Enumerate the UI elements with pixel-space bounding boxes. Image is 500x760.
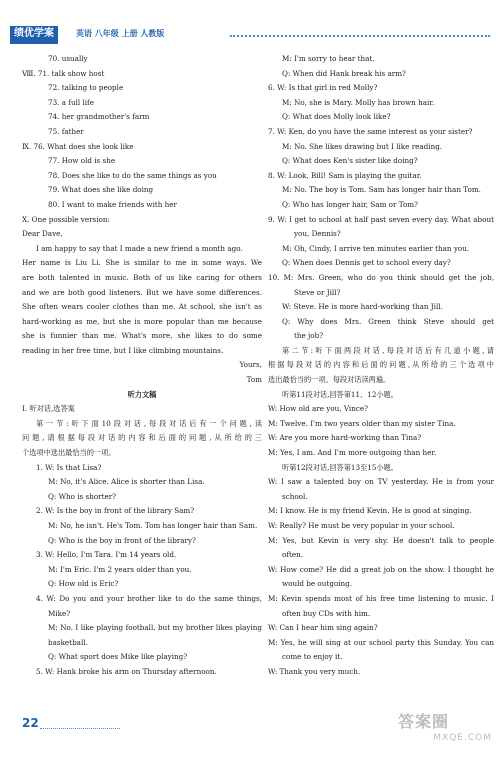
text-line: you, Dennis?	[294, 229, 341, 239]
text-line: hard-working as me, but she is more popular than me because	[22, 316, 262, 326]
text-line: 78. Does she like to do the same things as you	[48, 170, 217, 180]
text-line: 个选项中选出最恰当的一项。	[22, 448, 116, 458]
text-line: W: Steve. He is more hard-working than Jill.	[282, 302, 443, 312]
text-line: 第二节:听下面两段对话,每段对话后有几道小题,请	[282, 345, 494, 355]
signature-line: Tom	[246, 375, 262, 385]
text-line: W: I saw a talented boy on TV yesterday. He is from your	[268, 477, 494, 487]
text-line: 2. W: Is the boy in front of the library Sam?	[36, 506, 195, 516]
right-column	[268, 52, 494, 680]
text-line: come to enjoy it.	[282, 652, 343, 662]
text-line: 听第11段对话,回答第11、12小题。	[282, 389, 398, 399]
text-line: 根据每段对话的内容和后面的问题,从所给的三个选项中	[268, 360, 494, 370]
text-line: W: Thank you very much.	[268, 666, 361, 676]
text-line: the job?	[294, 331, 324, 341]
text-line: M: No, he isn't. He's Tom. Tom has longer hair than Sam.	[48, 521, 258, 530]
text-line: Q: When does Dennis get to school every day?	[282, 258, 451, 268]
text-line: 6. W: Is that girl in red Molly?	[268, 83, 378, 93]
text-line: Q: When did Hank break his arm?	[282, 68, 406, 78]
text-line: are both talented in music. Both of us like caring for others	[22, 272, 262, 282]
left-column	[22, 52, 262, 680]
text-line: 7. W: Ken, do you have the same interest as your sister?	[268, 126, 473, 136]
page-header	[0, 0, 500, 46]
text-line: 第一节:听下面10段对话,每段对话后有一个问题,读	[36, 418, 262, 428]
text-line: M: I know. He is my friend Kevin. He is good at singing.	[268, 506, 472, 516]
text-line: 8. W: Look, Bill! Sam is playing the guitar.	[268, 170, 422, 180]
watermark-url: MXQE.COM	[433, 733, 492, 743]
page-number: 22	[22, 716, 39, 730]
text-line: school.	[282, 491, 308, 501]
text-line: M: Twelve. I'm two years older than my sister Tina.	[268, 418, 456, 428]
text-line: M: I'm Eric. I'm 2 years older than you.	[48, 564, 192, 574]
text-line: 73. a full life	[48, 97, 94, 107]
text-line: M: No. She likes drawing but I like reading.	[282, 141, 443, 151]
text-line: 听第12段对话,回答第13至15小题。	[282, 462, 398, 472]
brand-label: 绩优学案	[10, 26, 58, 44]
text-line: 79. What does she like doing	[48, 185, 154, 195]
text-line: Her name is Liu Li. She is similar to me in some ways. We	[22, 258, 262, 268]
text-line: Q: Who has longer hair, Sam or Tom?	[282, 199, 418, 209]
text-line: 74. her grandmother's farm	[48, 112, 150, 122]
text-line: Ⅷ. 71. talk show host	[22, 68, 105, 78]
text-line: 75. father	[48, 126, 84, 136]
text-line: W: Really? He must be very popular in your school.	[268, 521, 455, 530]
text-line: basketball.	[48, 637, 88, 647]
text-line: M: Yes, he will sing at our school party this Sunday. You can	[268, 637, 494, 647]
text-line: M: Yes, but Kevin is very shy. He doesn't talk to people	[268, 535, 494, 545]
text-line: M: No, it's Alice. Alice is shorter than Lisa.	[48, 477, 205, 487]
text-line: M: No. The boy is Tom. Sam has longer hair than Tom.	[282, 185, 481, 195]
text-line: M: I'm sorry to hear that.	[282, 54, 375, 63]
text-line: 3. W: Hello, I'm Tara. I'm 14 years old.	[36, 550, 177, 560]
text-line: W: How old are you, Vince?	[268, 404, 368, 414]
header-divider	[230, 35, 490, 37]
text-line: Q: Why does Mrs. Green think Steve should get	[282, 316, 494, 326]
watermark-logo	[398, 712, 492, 752]
text-line: 80. I want to make friends with her	[48, 199, 177, 209]
text-line: Steve or Jill?	[294, 287, 341, 297]
text-line: 选出最恰当的一项。每段对话读两遍。	[268, 375, 391, 385]
text-line: 5. W: Hank broke his arm on Thursday afternoon.	[36, 666, 217, 676]
text-line: Ⅹ. One possible version:	[22, 214, 110, 224]
text-line: often buy CDs with him.	[282, 608, 371, 618]
text-line: Q: What does Molly look like?	[282, 112, 391, 122]
text-line: 4. W: Do you and your brother like to do the same things,	[36, 593, 262, 603]
text-line: Ⅰ. 听对话,选答案	[22, 404, 75, 414]
text-line: Q: How old is Eric?	[48, 579, 119, 589]
text-line: 10. M: Mrs. Green, who do you think should get the job,	[268, 272, 494, 282]
text-line: 问题,请根据每段对话的内容和后面的问题,从所给的三	[22, 433, 262, 443]
text-line: M: No, she is Mary. Molly has brown hair.	[282, 97, 435, 107]
text-line: 1. W: Is that Lisa?	[36, 462, 102, 472]
signoff-line: Yours,	[239, 360, 262, 370]
text-line: and we are both good listeners. But we have some differences.	[22, 287, 262, 297]
text-line: 77. How old is she	[48, 156, 116, 166]
text-line: She often wears cooler clothes than me. At school, she isn't as	[22, 302, 262, 312]
text-line: she is funnier than me. What's more, she likes to do some	[22, 331, 262, 341]
text-line: M: Oh, Cindy, I arrive ten minutes earlier than you.	[282, 243, 470, 253]
text-line: Dear Dave,	[22, 229, 63, 239]
section-title: 听力文稿	[127, 389, 157, 399]
footer-divider	[40, 728, 120, 729]
text-line: Q: What sport does Mike like playing?	[48, 652, 188, 662]
text-line: 9. W: I get to school at half past seven every day. What about	[268, 214, 494, 224]
text-line: Mike?	[48, 608, 71, 618]
text-line: would be outgoing.	[282, 579, 353, 589]
text-line: M: Yes, I am. And I'm more outgoing than her.	[268, 448, 437, 458]
watermark-text: 答案圈	[398, 712, 450, 731]
text-line: W: How come? He did a great job on the show. I thought he	[268, 564, 494, 574]
text-line: Q: Who is the boy in front of the library?	[48, 535, 196, 545]
text-line: M: No. I like playing football, but my brother likes playing	[48, 623, 262, 633]
text-line: 72. talking to people	[48, 83, 124, 93]
text-line: W: Are you more hard-working than Tina?	[268, 433, 422, 443]
subject-label: 英语 八年级 上册 人教版	[76, 29, 165, 38]
text-line: M: Kevin spends most of his free time listening to music. I	[268, 593, 494, 603]
text-line: W: Can I hear him sing again?	[268, 623, 378, 633]
text-line: 70. usually	[48, 54, 88, 63]
text-line: Ⅸ. 76. What does she look like	[22, 141, 134, 151]
text-line: reading in her free time, but I like climbing mountains.	[22, 345, 224, 355]
text-line: Q: What does Ken's sister like doing?	[282, 156, 418, 166]
text-line: Q: Who is shorter?	[48, 491, 117, 501]
text-line: I am happy to say that I made a new friend a month ago.	[36, 243, 243, 253]
text-line: often.	[282, 550, 304, 560]
